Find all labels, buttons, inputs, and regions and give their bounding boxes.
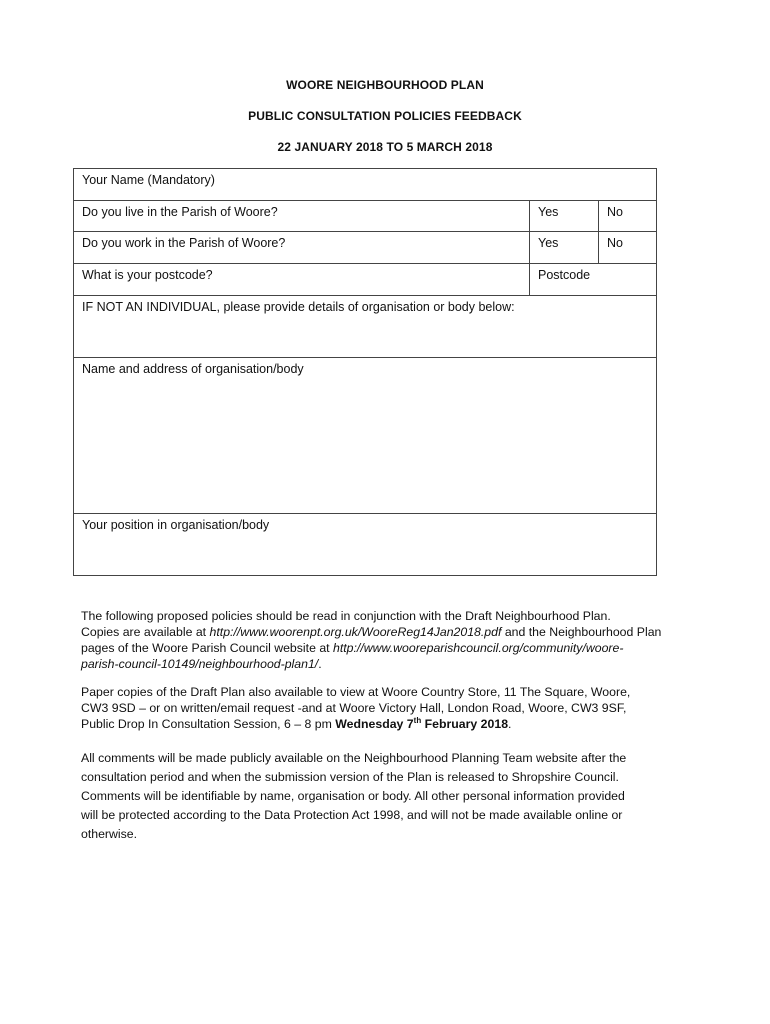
- work-yes-label: Yes: [538, 236, 559, 250]
- org-instruction-label: IF NOT AN INDIVIDUAL, please provide details of organisation or body below:: [82, 300, 515, 314]
- org-name-label: Name and address of organisation/body: [82, 362, 304, 376]
- work-question: [74, 232, 529, 263]
- live-no-option[interactable]: [598, 201, 656, 231]
- document-subtitle: PUBLIC CONSULTATION POLICIES FEEDBACK: [248, 109, 522, 123]
- info-p1-line2: [81, 624, 701, 640]
- name-label: Your Name (Mandatory): [82, 173, 215, 187]
- postcode-label: Postcode: [538, 268, 591, 282]
- work-yes-option[interactable]: [529, 232, 598, 263]
- position-row: [74, 514, 656, 575]
- parish-council-link-part2[interactable]: parish-council-10149/neighbourhood-plan1/: [81, 657, 319, 671]
- info-p3-line4: will be protected according to the Data Protection Act 1998, and will not be made available online or: [81, 808, 623, 822]
- draft-plan-pdf-link[interactable]: http://www.woorenpt.org.uk/WooreReg14Jan2018.pdf: [209, 625, 502, 639]
- copies-text: Copies are available at: [81, 625, 210, 639]
- org-name-row: [74, 358, 656, 514]
- name-row: [74, 169, 656, 201]
- live-question: [74, 201, 529, 231]
- consultation-dates: 22 JANUARY 2018 TO 5 MARCH 2018: [277, 140, 493, 154]
- parish-council-link-part1[interactable]: http://www.wooreparishcouncil.org/community/woore-: [333, 641, 624, 655]
- info-paragraph-paper-copies: [81, 684, 701, 732]
- postcode-row: [74, 264, 656, 296]
- and-text: and the Neighbourhood Plan: [501, 625, 662, 639]
- name-field[interactable]: [74, 169, 656, 200]
- drop-in-date-day: Wednesday 7: [335, 717, 414, 731]
- drop-in-text: Public Drop In Consultation Session, 6 – 8 pm: [81, 717, 336, 731]
- live-question-label: Do you live in the Parish of Woore?: [82, 205, 278, 219]
- p1-period: .: [318, 657, 322, 671]
- info-p3-line5: otherwise.: [81, 827, 138, 841]
- info-p2-line2: CW3 9SD – or on written/email request -and at Woore Victory Hall, London Road, Woore, CW3 9SF,: [81, 701, 627, 715]
- live-row: [74, 201, 656, 232]
- postcode-field[interactable]: [529, 264, 656, 295]
- info-p1-line3: [81, 640, 701, 656]
- live-no-label: No: [607, 205, 623, 219]
- feedback-form-table: [73, 168, 657, 576]
- live-yes-label: Yes: [538, 205, 559, 219]
- work-no-option[interactable]: [598, 232, 656, 263]
- work-no-label: No: [607, 236, 623, 250]
- info-p3-line3: Comments will be identifiable by name, organisation or body. All other personal information provided: [81, 789, 625, 803]
- org-instruction: [74, 296, 656, 357]
- org-instruction-row: [74, 296, 656, 358]
- info-p3-line1: All comments will be made publicly available on the Neighbourhood Planning Team website after the: [81, 751, 627, 765]
- date-ordinal-suffix: th: [413, 715, 422, 725]
- position-field[interactable]: [74, 514, 656, 575]
- position-label: Your position in organisation/body: [82, 518, 270, 532]
- info-paragraph-draft-plan: [81, 608, 701, 672]
- postcode-question-label: What is your postcode?: [82, 268, 213, 282]
- info-p2-line1: Paper copies of the Draft Plan also available to view at Woore Country Store, 11 The Square, Woore,: [81, 685, 631, 699]
- org-name-field[interactable]: [74, 358, 656, 513]
- info-p1-line1: The following proposed policies should be read in conjunction with the Draft Neighbourhood Plan.: [81, 609, 611, 623]
- p2-period: .: [508, 717, 512, 731]
- drop-in-date-month: February 2018: [421, 717, 509, 731]
- info-p3-line2: consultation period and when the submission version of the Plan is released to Shropshire Council.: [81, 770, 619, 784]
- work-row: [74, 232, 656, 264]
- parish-website-text: pages of the Woore Parish Council website at: [81, 641, 333, 655]
- live-yes-option[interactable]: [529, 201, 598, 231]
- info-p1-line4: [81, 656, 701, 672]
- work-question-label: Do you work in the Parish of Woore?: [82, 236, 286, 250]
- info-p2-line3: [81, 716, 701, 732]
- info-paragraph-privacy: [81, 749, 701, 844]
- document-title: WOORE NEIGHBOURHOOD PLAN: [286, 78, 484, 92]
- postcode-question: [74, 264, 529, 295]
